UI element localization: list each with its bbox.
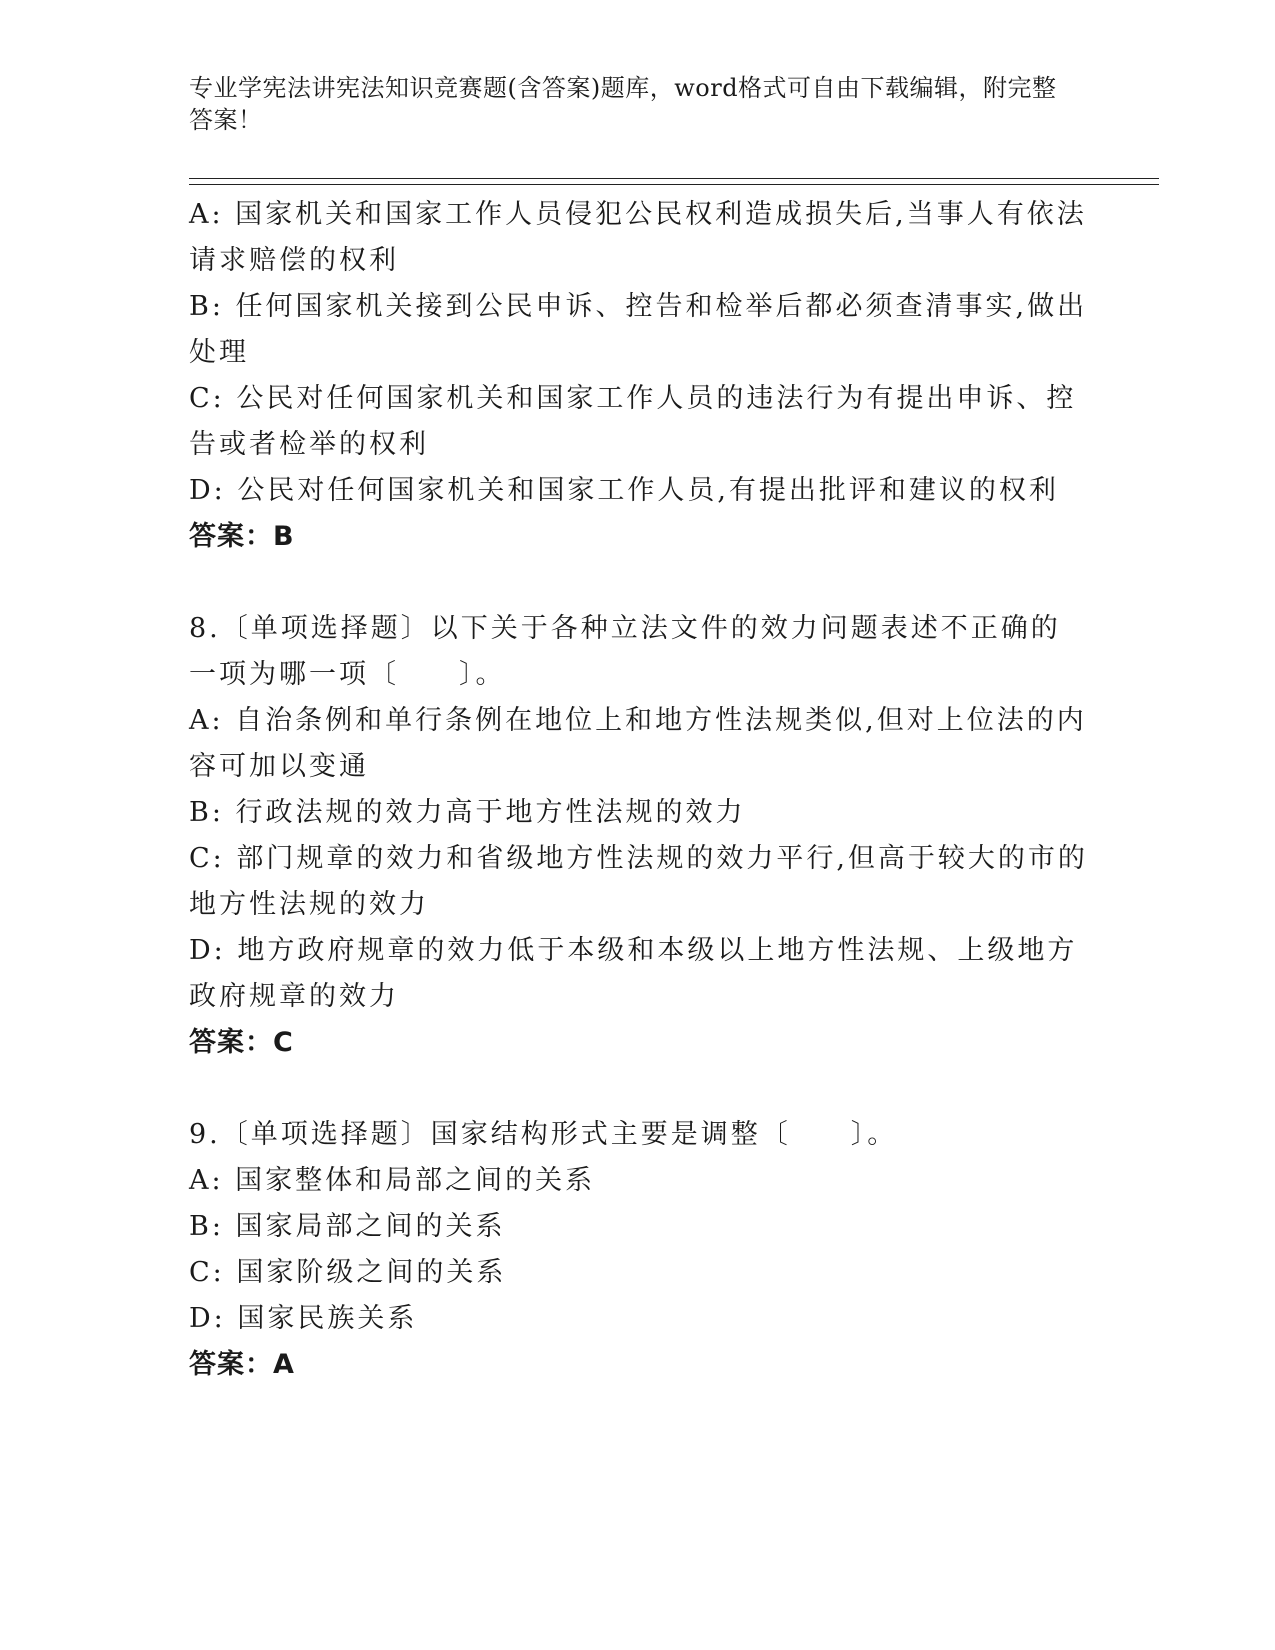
question-stem: 8.〔单项选择题〕以下关于各种立法文件的效力问题表述不正确的一项为哪一项〔 〕。 (189, 613, 1061, 690)
option-d: D: 国家民族关系 (189, 1303, 418, 1334)
option-d: D: 地方政府规章的效力低于本级和本级以上地方性法规、上级地方政府规章的效力 (189, 935, 1078, 1012)
option-b: B: 任何国家机关接到公民申诉、控告和检举后都必须查清事实,做出处理 (189, 291, 1088, 368)
document-header: 专业学宪法讲宪法知识竞赛题(含答案)题库，word格式可自由下载编辑，附完整答案！ (189, 74, 1057, 134)
question-8 (189, 606, 1089, 1066)
option-a: A: 自治条例和单行条例在地位上和地方性法规类似,但对上位法的内容可加以变通 (189, 705, 1087, 782)
option-a: A: 国家机关和国家工作人员侵犯公民权利造成损失后,当事人有依法请求赔偿的权利 (189, 199, 1087, 276)
header-divider-top (189, 178, 1159, 179)
header-divider-bottom (189, 184, 1159, 185)
option-c: C: 公民对任何国家机关和国家工作人员的违法行为有提出申诉、控告或者检举的权利 (189, 383, 1077, 460)
option-d: D: 公民对任何国家机关和国家工作人员,有提出批评和建议的权利 (189, 475, 1059, 506)
question-9 (189, 1112, 1089, 1388)
option-a: A: 国家整体和局部之间的关系 (189, 1165, 596, 1196)
question-list (189, 192, 1089, 1388)
answer: 答案：B (189, 521, 295, 552)
spacer (189, 1066, 1089, 1112)
question-stem: 9.〔单项选择题〕国家结构形式主要是调整〔 〕。 (189, 1119, 898, 1150)
option-b: B: 国家局部之间的关系 (189, 1211, 506, 1242)
spacer (189, 560, 1089, 606)
answer: 答案：A (189, 1349, 295, 1380)
answer: 答案：C (189, 1027, 294, 1058)
question-7-tail (189, 192, 1089, 560)
option-b: B: 行政法规的效力高于地方性法规的效力 (189, 797, 746, 828)
option-c: C: 部门规章的效力和省级地方性法规的效力平行,但高于较大的市的地方性法规的效力 (189, 843, 1088, 920)
option-c: C: 国家阶级之间的关系 (189, 1257, 507, 1288)
